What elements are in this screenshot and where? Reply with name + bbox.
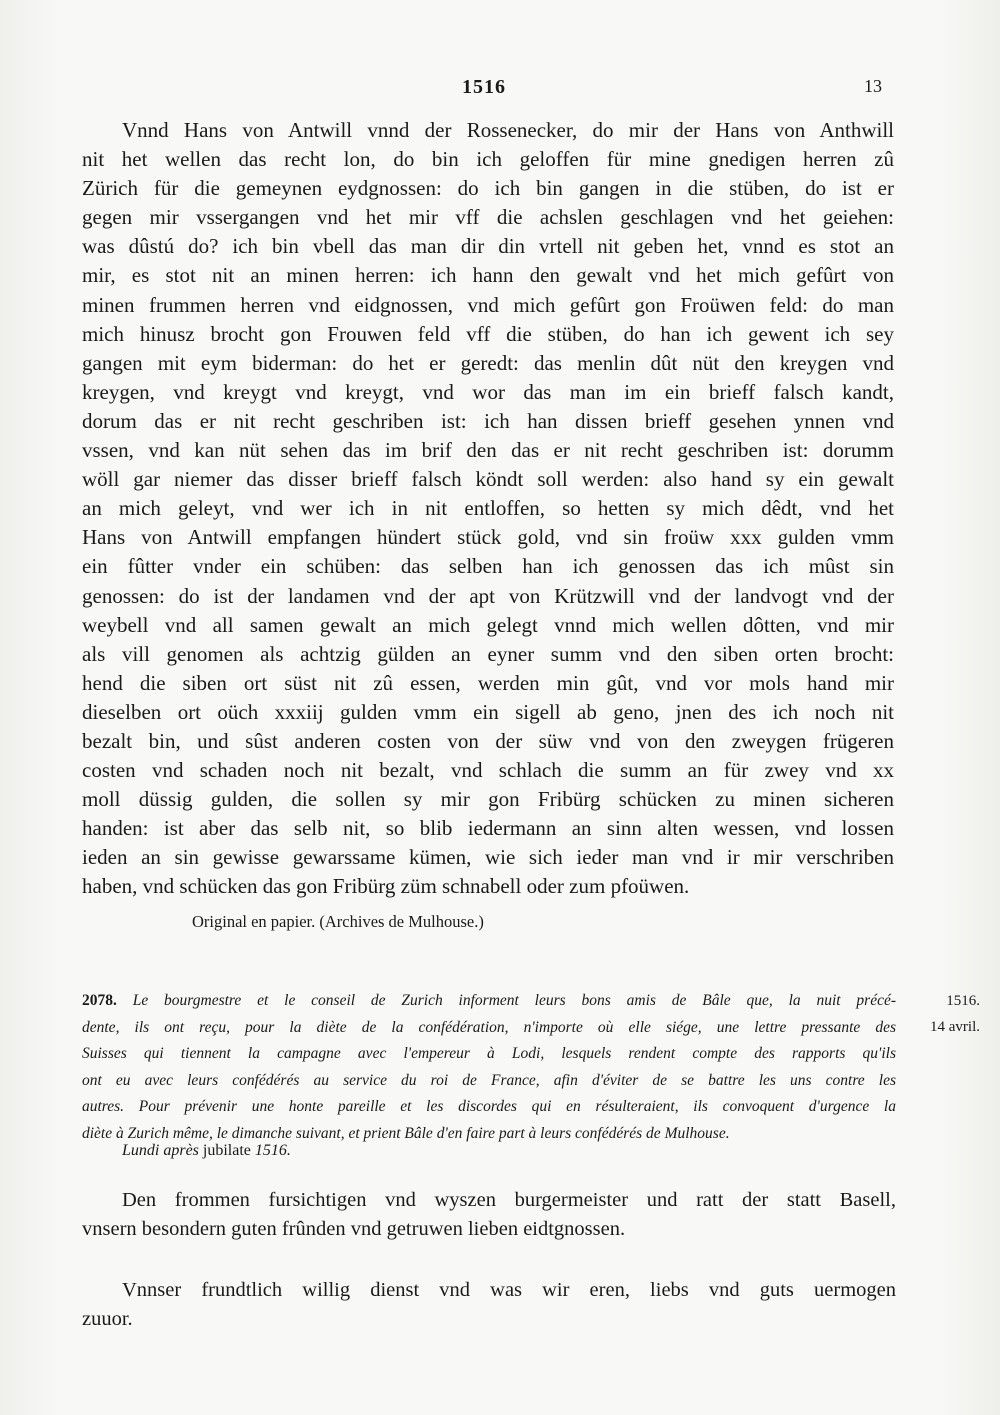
body-line: kreygen, vnd kreygt vnd kreygt, vnd wor das man im ein brieff falsch kandt, [82, 379, 894, 404]
letter-text [82, 1186, 896, 1334]
body-line: weybell vnd all samen gewalt an mich gelegt vnnd mich wellen dôtten, vnd mir [82, 612, 894, 637]
margin-date: 14 avril. [930, 1019, 980, 1035]
entry-line [82, 988, 896, 1015]
margin-date-note [914, 988, 980, 1040]
entry-line: Suisses qui tiennent la campagne avec l'empereur à Lodi, lesquels rendent compte des rapports qu'ils [82, 1045, 896, 1062]
body-line: als vill genomen als achtzig gülden an eyner summ vnd den siben orten brocht: [82, 641, 894, 666]
date-prefix: Lundi après [122, 1142, 199, 1159]
greeting-line: Vnnser frundtlich willig dienst vnd was wir eren, liebs vnd guts uermogen [122, 1279, 896, 1301]
body-line: Hans von Antwill empfangen hündert stück gold, vnd sin froüw xxx gulden vmm [82, 525, 894, 550]
date-middle: jubilate [202, 1142, 251, 1159]
source-note: Original en papier. (Archives de Mulhouse.) [192, 912, 484, 931]
body-line: ieden an sin gewisse gewarssame kümen, wie sich ieder man vnd ir mir verschriben [82, 845, 894, 870]
body-line: hend die siben ort süst nit zû essen, werden min gût, vnd vor mols hand mir [82, 670, 894, 695]
body-line: moll düssig gulden, die sollen sy mir gon Fribürg schücken zu minen sicheren [82, 787, 894, 812]
body-line: gangen mit eym biderman: do het er geredt: das menlin dût nüt den kreygen vnd [82, 350, 894, 375]
body-text [82, 116, 894, 902]
page-number: 13 [864, 76, 882, 96]
body-line: mir, es stot nit an minen herren: ich hann den gewalt vnd het mich gefûrt von [82, 263, 894, 288]
address-line: Den frommen fursichtigen vnd wyszen burgermeister und ratt der statt Basell, [122, 1189, 896, 1211]
entry-number: 2078. [82, 992, 117, 1009]
entry-line: autres. Pour prévenir une honte pareille et les discordes qui en résulteraient, ils convoquent d'urgence la [82, 1098, 896, 1115]
body-line: ein fûtter vnder ein schüben: das selben han ich genossen das ich mûst sin [82, 554, 894, 579]
body-line: gegen mir vssergangen vnd het mir vff die achslen geschlagen vnd het geiehen: [82, 205, 894, 230]
entry-line: diète à Zurich même, le dimanche suivant, et prient Bâle d'en faire part à leurs confédérés de Mulhouse. [82, 1124, 730, 1142]
entry-line-text: Le bourgmestre et le conseil de Zurich informent leurs bons amis de Bâle que, la nuit précé- [132, 992, 897, 1009]
body-line: vssen, vnd kan nüt sehen das im brif den das er nit recht geschriben ist: dorumm [82, 438, 894, 463]
body-line: haben, vnd schücken das gon Fribürg züm schnabell oder zum pfoüwen. [82, 874, 690, 899]
running-head-year: 1516 [462, 76, 506, 98]
body-line: bezalt bin, und sûst anderen costen von der süw vnd von den zweygen frügeren [82, 728, 894, 753]
body-line: dieselben ort oüch xxxiij gulden vmm ein sigell ab geno, jnen des ich noch nit [82, 699, 894, 724]
body-line: costen vnd schaden noch nit bezalt, vnd schlach die summ an für zwey vnd xx [82, 758, 894, 783]
body-line: was dûstú do? ich bin vbell das man dir din vrtell nit geben het, vnnd es stot an [82, 234, 894, 259]
date-year: 1516. [254, 1142, 291, 1159]
body-line: an mich geleyt, vnd wer ich in nit entloffen, so hetten sy mich dêdt, vnd het [82, 496, 894, 521]
body-line: wöll gar niemer das disser brieff falsch köndt soll werden: also hand sy ein gewalt [82, 467, 894, 492]
entry-line: ont eu avec leurs confédérés au service du roi de France, afin d'éviter de se battre les uns contre les [82, 1071, 896, 1089]
margin-year: 1516. [946, 993, 980, 1009]
body-line: genossen: do ist der landamen vnd der apt von Krützwill vnd der landvogt vnd der [82, 583, 894, 608]
body-line: mich hinusz brocht gon Frouwen feld vff die stüben, do han ich gewent ich sey [82, 321, 894, 346]
greeting-line: zuuor. [82, 1308, 133, 1330]
body-line: minen frummen herren vnd eidgnossen, vnd mich gefûrt gon Froüwen feld: do man [82, 292, 894, 317]
document-entry [82, 988, 896, 1147]
body-line: nit het wellen das recht lon, do bin ich geloffen für mine gnedigen herren zû [82, 147, 894, 172]
document-date [122, 1142, 291, 1160]
body-line: dorum das er nit recht geschriben ist: ich han dissen brieff gesehen ynnen vnd [82, 408, 894, 433]
paragraph-gap [82, 1244, 896, 1276]
address-line: vnsern besondern guten frûnden vnd getruwen lieben eidtgnossen. [82, 1218, 626, 1240]
body-line: Vnnd Hans von Antwill vnnd der Rossenecker, do mir der Hans von Anthwill [122, 118, 894, 142]
body-line: handen: ist aber das selb nit, so blib iedermann an sinn alten wessen, vnd lossen [82, 816, 894, 841]
body-line: Zürich für die gemeynen eydgnossen: do ich bin gangen in die stüben, do ist er [82, 176, 894, 201]
entry-line: dente, ils ont reçu, pour la diète de la confédération, n'importe où elle siége, une lettre pressante des [82, 1018, 896, 1036]
